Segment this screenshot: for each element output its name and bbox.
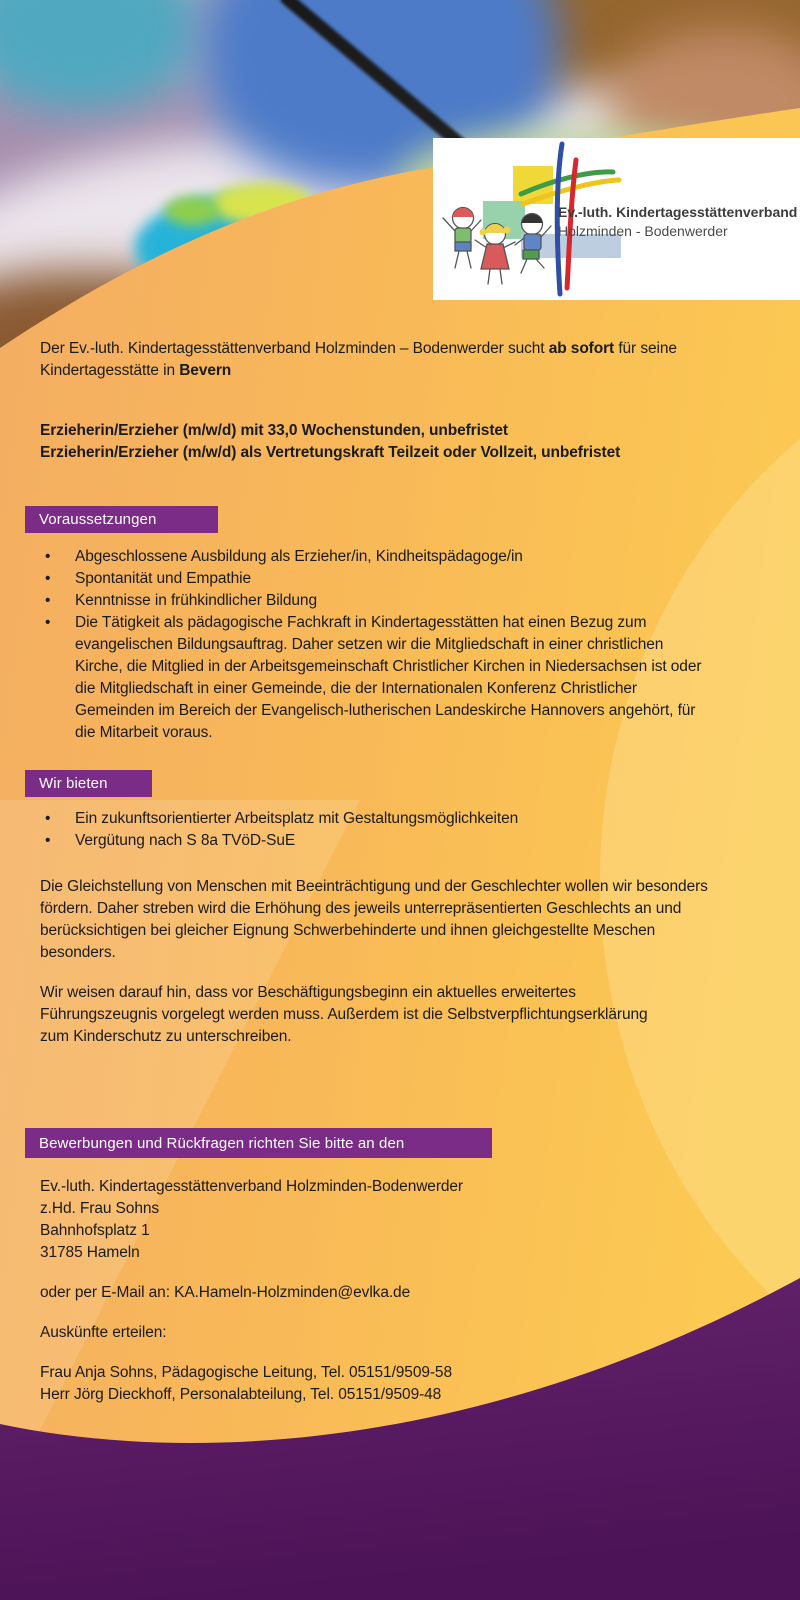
- address-attn: z.Hd. Frau Sohns: [40, 1200, 160, 1217]
- address-block: [40, 1176, 740, 1264]
- logo: [433, 138, 800, 300]
- requirements-list: [40, 546, 715, 744]
- list-item: • Die Tätigkeit als pädagogische Fachkraft in Kindertagesstätten hat einen Bezug zum evangelischen Bildungsauftrag. Daher setzen wir die Mitgliedschaft in einer christlichen Kirche, die Mitglied in der Arbeitsgemeinschaft Christlicher Kirchen in Niedersachsen ist oder die Mitgliedschaft in einer Gemeinde, die der Internationalen Konferenz Christlicher Gemeinden im Bereich der Evangelisch-lutherischen Landeskirche Hannovers angehört, für die Mitarbeit voraus.: [40, 612, 715, 744]
- intro-bold-ab-sofort: ab sofort: [548, 340, 615, 357]
- email-address: KA.Hameln-Holzminden@evlka.de: [174, 1284, 411, 1301]
- list-item: • Kenntnisse in frühkindlicher Bildung: [40, 590, 715, 612]
- email-label: oder per E-Mail an:: [40, 1284, 175, 1301]
- list-item: • Ein zukunftsorientierter Arbeitsplatz mit Gestaltungsmöglichkeiten: [40, 808, 715, 830]
- intro-bold-location: Bevern: [179, 362, 232, 379]
- address-org: Ev.-luth. Kindertagesstättenverband Holzminden-Bodenwerder: [40, 1178, 463, 1195]
- list-item: • Abgeschlossene Ausbildung als Erzieher/in, Kindheitspädagoge/in: [40, 546, 715, 568]
- address-city: 31785 Hameln: [40, 1244, 140, 1261]
- logo-org-name: Ev.-luth. Kindertagesstättenverband: [558, 204, 798, 220]
- intro-paragraph: [40, 338, 695, 382]
- section-header-wir-bieten: [25, 770, 152, 797]
- address-street: Bahnhofsplatz 1: [40, 1222, 150, 1239]
- contact-1: Frau Anja Sohns, Pädagogische Leitung, Tel. 05151/9509-58: [40, 1364, 452, 1381]
- intro-text: Der Ev.-luth. Kindertagesstättenverband Holzminden – Bodenwerder sucht: [40, 340, 549, 357]
- section-title: Bewerbungen und Rückfragen richten Sie bitte an den: [39, 1134, 405, 1152]
- job-titles: [40, 420, 770, 464]
- list-item: • Vergütung nach S 8a TVöD-SuE: [40, 830, 715, 852]
- intro-text-2: für seine Kindertagesstätte in: [40, 340, 677, 379]
- offer-list: [40, 808, 715, 852]
- section-header-bewerbungen: [25, 1128, 492, 1158]
- info-line: Auskünfte erteilen:: [40, 1324, 167, 1341]
- logo-org-region: Holzminden - Bodenwerder: [558, 223, 728, 239]
- certificate-paragraph: Wir weisen darauf hin, dass vor Beschäftigungsbeginn ein aktuelles erweitertes Führungszeugnis vorgelegt werden muss. Außerdem ist die Selbstverpflichtungserklärung zum Kinderschutz zu unterschreiben.: [40, 984, 648, 1045]
- section-header-voraussetzungen: [25, 506, 218, 533]
- contacts-block: [40, 1362, 740, 1406]
- job-title-1: Erzieherin/Erzieher (m/w/d) mit 33,0 Wochenstunden, unbefristet: [40, 422, 508, 439]
- contact-2: Herr Jörg Dieckhoff, Personalabteilung, Tel. 05151/9509-48: [40, 1386, 442, 1403]
- section-title: Wir bieten: [39, 775, 108, 792]
- list-item: • Spontanität und Empathie: [40, 568, 715, 590]
- job-title-2: Erzieherin/Erzieher (m/w/d) als Vertretungskraft Teilzeit oder Vollzeit, unbefristet: [40, 444, 621, 461]
- section-title: Voraussetzungen: [39, 511, 157, 528]
- equality-paragraph: Die Gleichstellung von Menschen mit Beeinträchtigung und der Geschlechter wollen wir besonders fördern. Daher streben wird die Erhöhung des jeweils unterrepräsentierten Geschlechts an und berücksichtigen bei gleicher Eignung Schwerbehinderte und ihnen gleichgestellte Meschen besonders.: [40, 878, 708, 961]
- email-line: [40, 1282, 740, 1304]
